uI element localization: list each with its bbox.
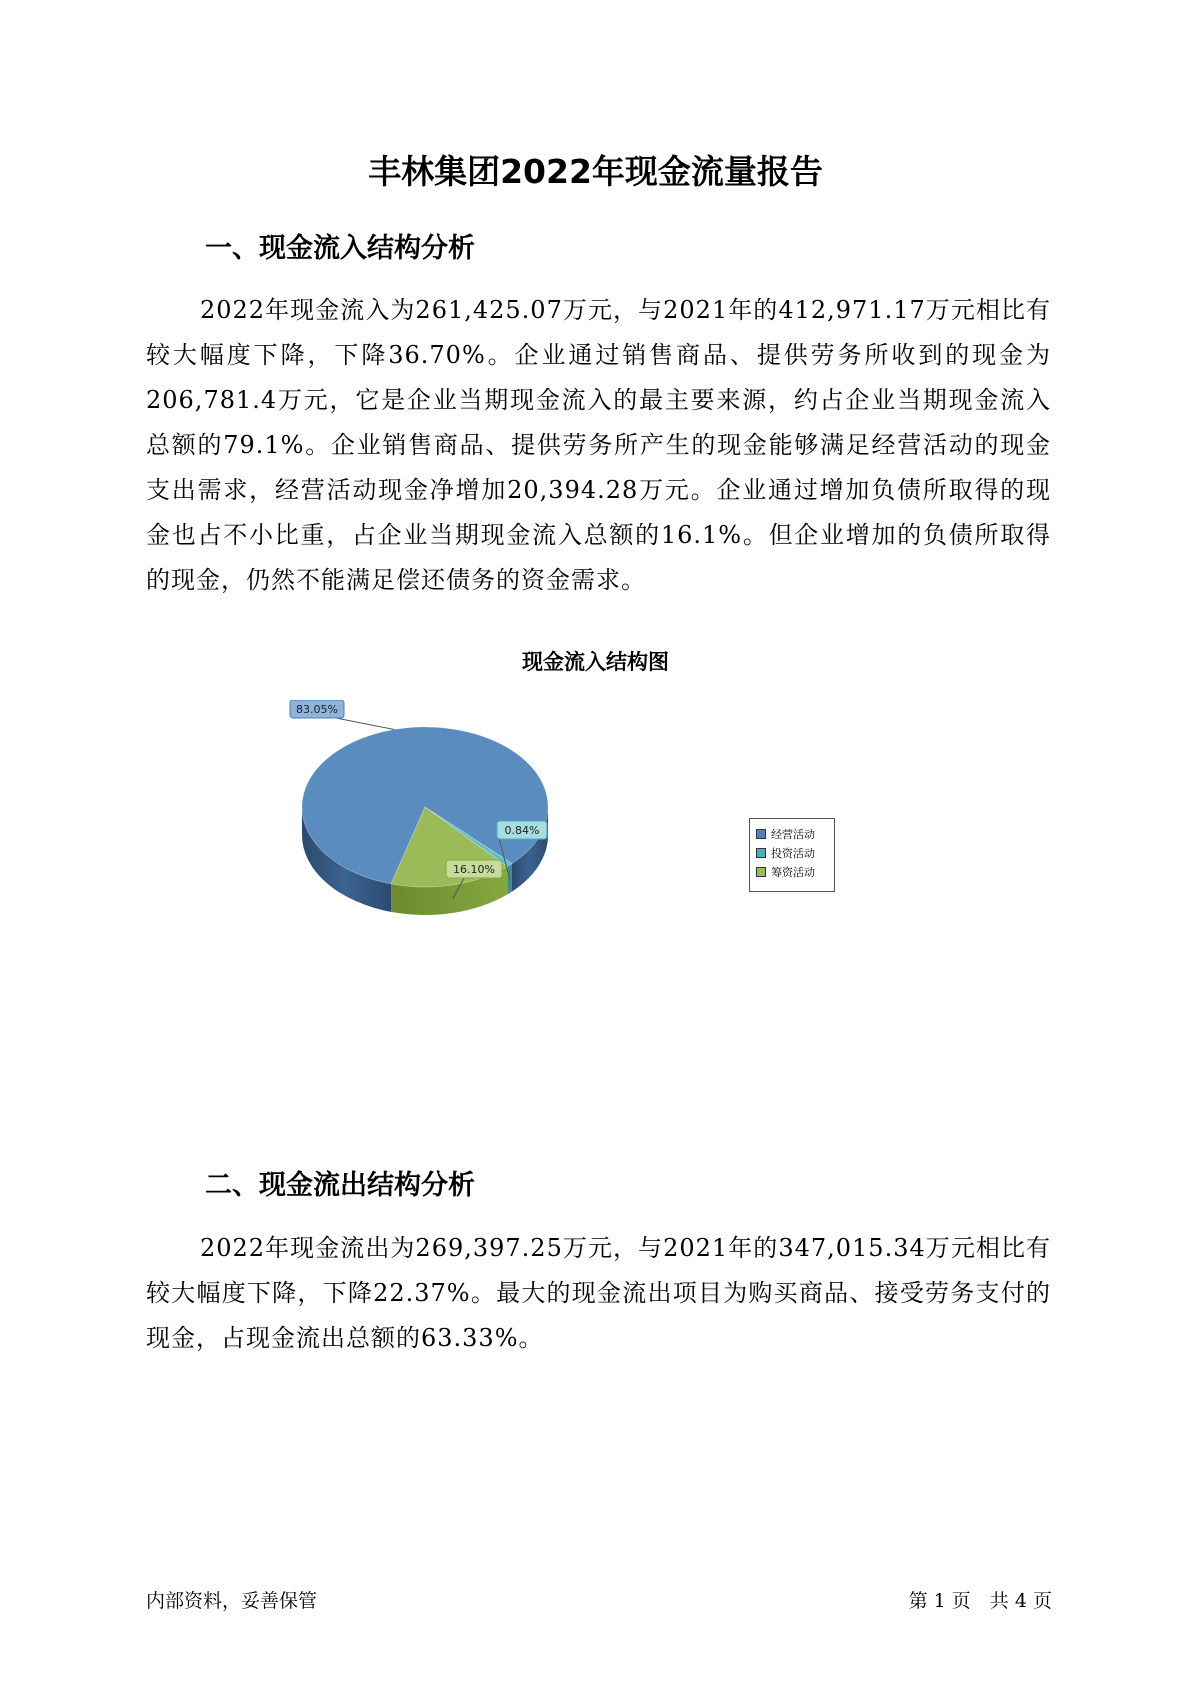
pie-label-operating: 83.05% [296,703,338,716]
legend-item-financing [756,862,828,881]
legend-label-investing: 投资活动 [771,846,815,860]
pie-label-financing: 16.10% [453,863,495,876]
page-suffix: 页 [1032,1590,1052,1612]
footer-page-number [909,1586,1052,1613]
footer-confidential-note: 内部资料，妥善保管 [146,1590,318,1612]
page-total: 4 [1014,1590,1027,1612]
section2-heading: 二、现金流出结构分析 [205,1170,475,1201]
legend-swatch-financing [756,867,766,877]
chart-legend [749,818,835,892]
legend-label-operating: 经营活动 [771,827,815,841]
section1-heading: 一、现金流入结构分析 [205,233,475,264]
page-prefix: 第 [908,1590,928,1612]
legend-item-operating [756,824,828,843]
section2-paragraph: 2022年现金流出为269,397.25万元，与2021年的347,015.34万元相比有较大幅度下降，下降22.37%。最大的现金流出项目为购买商品、接受劳务支付的现金，占现金流出总额的63.33%。 [146,1234,1051,1352]
pie-label-investing: 0.84% [504,824,540,837]
document-title: 丰林集团2022年现金流量报告 [368,152,823,191]
page-current: 1 [933,1590,946,1612]
pie-chart [280,700,610,960]
page-mid: 页 共 [951,1590,1009,1612]
pie-leader-operating [336,718,394,730]
section1-paragraph: 2022年现金流入为261,425.07万元，与2021年的412,971.17万元相比有较大幅度下降，下降36.70%。企业通过销售商品、提供劳务所收到的现金为206,781.4万元，它是企业当期现金流入的最主要来源，约占企业当期现金流入总额的79.1%。企业销售商品、提供劳务所产生的现金能够满足经营活动的现金支出需求，经营活动现金净增加20,394.28万元。企业通过增加负债所取得的现金也占不小比重，占企业当期现金流入总额的16.1%。但企业增加的负债所取得的现金，仍然不能满足偿还债务的资金需求。 [146,296,1051,594]
legend-item-investing [756,843,828,862]
legend-swatch-operating [756,829,766,839]
legend-label-financing: 筹资活动 [771,865,815,879]
chart-title: 现金流入结构图 [522,650,669,674]
legend-swatch-investing [756,848,766,858]
